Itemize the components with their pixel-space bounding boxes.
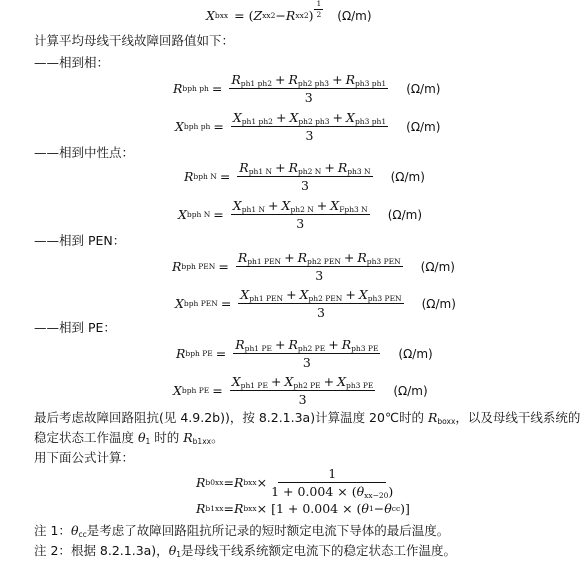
- var-r: R: [357, 250, 367, 265]
- term-subscript: ph2 PEN: [308, 294, 343, 303]
- plus: +: [323, 374, 335, 389]
- plus: +: [286, 287, 297, 302]
- term-subscript: Fph3 N: [339, 205, 368, 214]
- unit: (Ω/m): [421, 296, 456, 311]
- var-r: R: [427, 410, 438, 425]
- var-r: R: [288, 337, 298, 352]
- plus: +: [332, 110, 344, 125]
- denominator: 3: [302, 355, 311, 370]
- denominator: 3: [316, 305, 325, 320]
- equals: =: [223, 475, 234, 490]
- section-heading: ——相到相：: [34, 55, 110, 70]
- var-theta: θ: [384, 501, 392, 516]
- unit: (Ω/m): [406, 119, 441, 134]
- var-r: R: [337, 160, 348, 175]
- var-x: X: [330, 198, 340, 213]
- plus: +: [275, 160, 286, 175]
- paragraph-line-1: [34, 410, 580, 426]
- var-r: R: [172, 259, 182, 274]
- var-z: Z: [253, 8, 263, 23]
- sub-xx20: xx−20: [364, 491, 389, 500]
- note-text: 根据 8.2.1.3a)，: [70, 543, 169, 558]
- var-x: X: [232, 198, 242, 213]
- term-subscript: ph3 ph1: [354, 117, 387, 126]
- var-r: R: [176, 346, 186, 361]
- equation-row: R bph ph = $\frac{R_{ph1 ph2} + R_{ph2 ph3} + R_{ph3 ph1}}{3}$ (Ω/m): [173, 72, 441, 105]
- numerator: [231, 110, 388, 127]
- plus: +: [328, 337, 339, 352]
- var-x: X: [175, 296, 184, 311]
- plus: +: [284, 250, 295, 265]
- equals: =: [219, 169, 231, 184]
- var-theta: θ: [168, 543, 177, 558]
- formula-r-b0xx: R b0xx = R bxx × $\frac{1}{1 + 0.004 \times (\theta_{xx-20})}$: [196, 466, 394, 500]
- unit: (Ω/m): [387, 207, 423, 222]
- term-subscript: ph2 PE: [297, 344, 326, 353]
- var-x: X: [299, 287, 309, 302]
- var-r: R: [285, 8, 296, 23]
- equals: =: [220, 296, 232, 311]
- plus: +: [270, 374, 282, 389]
- term-subscript: ph2 N: [297, 167, 322, 176]
- unit: (Ω/m): [406, 81, 441, 96]
- term-subscript: ph3 ph1: [355, 79, 387, 88]
- numerator: [230, 374, 376, 391]
- term-subscript: ph1 PEN: [249, 294, 284, 303]
- formula-text: )]: [400, 501, 410, 516]
- var-theta: θ: [361, 501, 369, 516]
- den-text: ): [388, 484, 394, 499]
- term-subscript: ph1 N: [248, 167, 273, 176]
- unit: (Ω/m): [337, 8, 372, 23]
- var-r: R: [173, 81, 183, 96]
- term-subscript: ph2 ph3: [298, 117, 330, 126]
- numerator: [229, 72, 388, 89]
- equals: =: [213, 207, 224, 222]
- equation-row: X bph PE = $\frac{X_{ph1 PE} + X_{ph2 PE} + X_{ph3 PE}}{3}$ (Ω/m): [173, 374, 428, 407]
- sub-1: 1: [176, 550, 181, 559]
- equals: =: [218, 259, 229, 274]
- unit: (Ω/m): [393, 383, 428, 398]
- fraction: [230, 374, 376, 407]
- equals: =: [211, 81, 223, 96]
- numerator: 1: [278, 466, 386, 483]
- note-label: 注 2：: [34, 543, 71, 558]
- fraction: [236, 250, 403, 283]
- numerator: [233, 337, 380, 354]
- minus: −: [373, 501, 385, 516]
- var-x: X: [173, 383, 182, 398]
- plus: +: [324, 160, 335, 175]
- fraction: [237, 160, 372, 193]
- var-x: X: [284, 374, 294, 389]
- equation-row: X bph PEN = $\frac{X_{ph1 PEN} + X_{ph2 PEN} + X_{ph3 PEN}}{3}$ (Ω/m): [175, 287, 456, 320]
- denominator: 3: [315, 268, 324, 283]
- var-x: X: [240, 287, 250, 302]
- note-text: 是考虑了故障回路阻抗所记录的短时额定电流下导体的最后温度。: [86, 523, 450, 538]
- fraction: [231, 110, 388, 143]
- term-subscript: ph3 PE: [351, 344, 379, 353]
- fraction: [233, 337, 380, 370]
- var-r: R: [239, 160, 249, 175]
- denominator: 3: [296, 216, 305, 231]
- equals: =: [213, 119, 224, 134]
- times: ×: [256, 475, 268, 490]
- term-subscript: ph1 PE: [240, 381, 268, 390]
- var-r: R: [345, 72, 355, 87]
- fraction: [231, 198, 370, 231]
- term-subscript: ph3 N: [347, 167, 371, 176]
- var-r: R: [288, 160, 298, 175]
- unit: (Ω/m): [390, 169, 425, 184]
- exp-num: 1: [316, 0, 322, 8]
- var-theta: θ: [356, 484, 365, 499]
- term-subscript: ph1 ph2: [241, 117, 273, 126]
- sub-boxx: boxx: [437, 417, 456, 426]
- denominator: 3: [305, 128, 314, 143]
- var-x: X: [289, 110, 299, 125]
- var-x: X: [206, 8, 215, 23]
- equals: =: [223, 501, 234, 516]
- para-text: 稳定状态工作温度: [34, 430, 138, 445]
- var-theta: θ: [70, 523, 79, 538]
- term-subscript: ph2 PE: [293, 381, 321, 390]
- para-text: 最后考虑故障回路阻抗(见 4.9.2b))，按 8.2.1.3a)计算温度 20℃时的: [34, 410, 428, 425]
- var-x: X: [231, 374, 241, 389]
- note-label: 注 1：: [34, 523, 71, 538]
- unit: (Ω/m): [398, 346, 433, 361]
- denominator: 3: [298, 392, 307, 407]
- var-r: R: [233, 475, 244, 490]
- var-x: X: [232, 110, 242, 125]
- numerator: [236, 250, 403, 267]
- plus: +: [274, 337, 286, 352]
- para-text: 时的: [150, 430, 184, 445]
- equation-row: X bph N = $\frac{X_{ph1 N} + X_{ph2 N} + X_{Fph3 N}}{3}$ (Ω/m): [178, 198, 423, 231]
- equation-row: R bph N = $\frac{R_{ph1 N} + R_{ph2 N} + R_{ph3 N}}{3}$ (Ω/m): [184, 160, 425, 193]
- section-heading: ——相到 PEN：: [34, 233, 126, 248]
- denominator: 3: [304, 90, 313, 105]
- equation-row: X bph ph = $\frac{X_{ph1 ph2} + X_{ph2 ph3} + X_{ph3 ph1}}{3}$ (Ω/m): [175, 110, 441, 143]
- note-2: [34, 543, 456, 559]
- sub-cc: cc: [78, 530, 87, 539]
- term-subscript: ph3 PE: [346, 381, 374, 390]
- plus: +: [274, 72, 286, 87]
- term-subscript: ph2 ph3: [297, 79, 330, 88]
- section-heading: ——相到 PE：: [34, 320, 116, 335]
- eq-close: ): [308, 8, 314, 23]
- equation-x-bxx: X bxx = ( Z xx 2 − R xx 2 ) $\frac{1}{2}$ (Ω/m): [206, 0, 372, 23]
- var-r: R: [341, 337, 352, 352]
- sub-1: 1: [145, 437, 151, 446]
- term-subscript: ph1 PE: [244, 344, 272, 353]
- var-r: R: [297, 250, 308, 265]
- formula-r-b1xx: R b1xx = R bxx × [1 + 0.004 × ( θ 1 − θ cc )]: [196, 501, 410, 516]
- para-text: ，以及母线干线系统的: [455, 410, 581, 425]
- var-theta: θ: [137, 430, 146, 445]
- term-subscript: ph1 N: [241, 205, 266, 214]
- var-x: X: [175, 119, 184, 134]
- intro-line: 计算平均母线干线故障回路值如下：: [34, 33, 235, 48]
- equals: =: [212, 383, 223, 398]
- section-heading: ——相到中性点：: [34, 145, 135, 160]
- fraction: [238, 287, 403, 320]
- term-subscript: ph1 ph2: [240, 79, 272, 88]
- plus: +: [275, 110, 287, 125]
- exp-den: 2: [316, 10, 322, 19]
- numerator: [231, 198, 370, 215]
- var-r: R: [237, 250, 248, 265]
- minus: −: [275, 8, 286, 23]
- var-r: R: [196, 501, 206, 516]
- exponent-half: [314, 0, 323, 19]
- var-x: X: [281, 198, 291, 213]
- equation-row: R bph PEN = $\frac{R_{ph1 PEN} + R_{ph2 PEN} + R_{ph3 PEN}}{3}$ (Ω/m): [172, 250, 455, 283]
- term-subscript: ph3 PEN: [366, 257, 401, 266]
- plus: +: [345, 287, 356, 302]
- note-text: 是母线干线系统额定电流下的稳定状态工作温度。: [181, 543, 457, 558]
- term-subscript: ph2 PEN: [307, 257, 341, 266]
- sub-b1xx: b1xx: [192, 437, 212, 446]
- plus: +: [316, 198, 328, 213]
- numerator: [237, 160, 372, 177]
- equals: =: [215, 346, 227, 361]
- var-x: X: [346, 110, 355, 125]
- eq-open: = (: [234, 8, 254, 23]
- para-text: 。: [211, 430, 224, 445]
- var-r: R: [231, 72, 241, 87]
- var-r: R: [288, 72, 298, 87]
- formula-text: × [1 + 0.004 × (: [256, 501, 362, 516]
- fraction: [271, 466, 393, 499]
- denominator: [271, 483, 393, 499]
- var-r: R: [183, 430, 193, 445]
- var-x: X: [358, 287, 368, 302]
- plus: +: [268, 198, 279, 213]
- term-subscript: ph2 N: [290, 205, 314, 214]
- denominator: 3: [300, 178, 309, 193]
- var-x: X: [178, 207, 187, 222]
- paragraph-line-2: [34, 430, 224, 446]
- plus: +: [332, 72, 343, 87]
- numerator: [238, 287, 403, 304]
- var-r: R: [235, 337, 245, 352]
- var-x: X: [337, 374, 347, 389]
- var-r: R: [233, 501, 244, 516]
- equation-row: R bph PE = $\frac{R_{ph1 PE} + R_{ph2 PE} + R_{ph3 PE}}{3}$ (Ω/m): [176, 337, 433, 370]
- term-subscript: ph1 PEN: [247, 257, 282, 266]
- unit: (Ω/m): [420, 259, 455, 274]
- term-subscript: ph3 PEN: [367, 294, 402, 303]
- formula-intro: 用下面公式计算：: [34, 450, 135, 465]
- den-text: 1 + 0.004 × (: [271, 484, 357, 499]
- note-1: [34, 523, 449, 539]
- plus: +: [343, 250, 355, 265]
- fraction: [229, 72, 388, 105]
- var-r: R: [184, 169, 194, 184]
- var-r: R: [196, 475, 206, 490]
